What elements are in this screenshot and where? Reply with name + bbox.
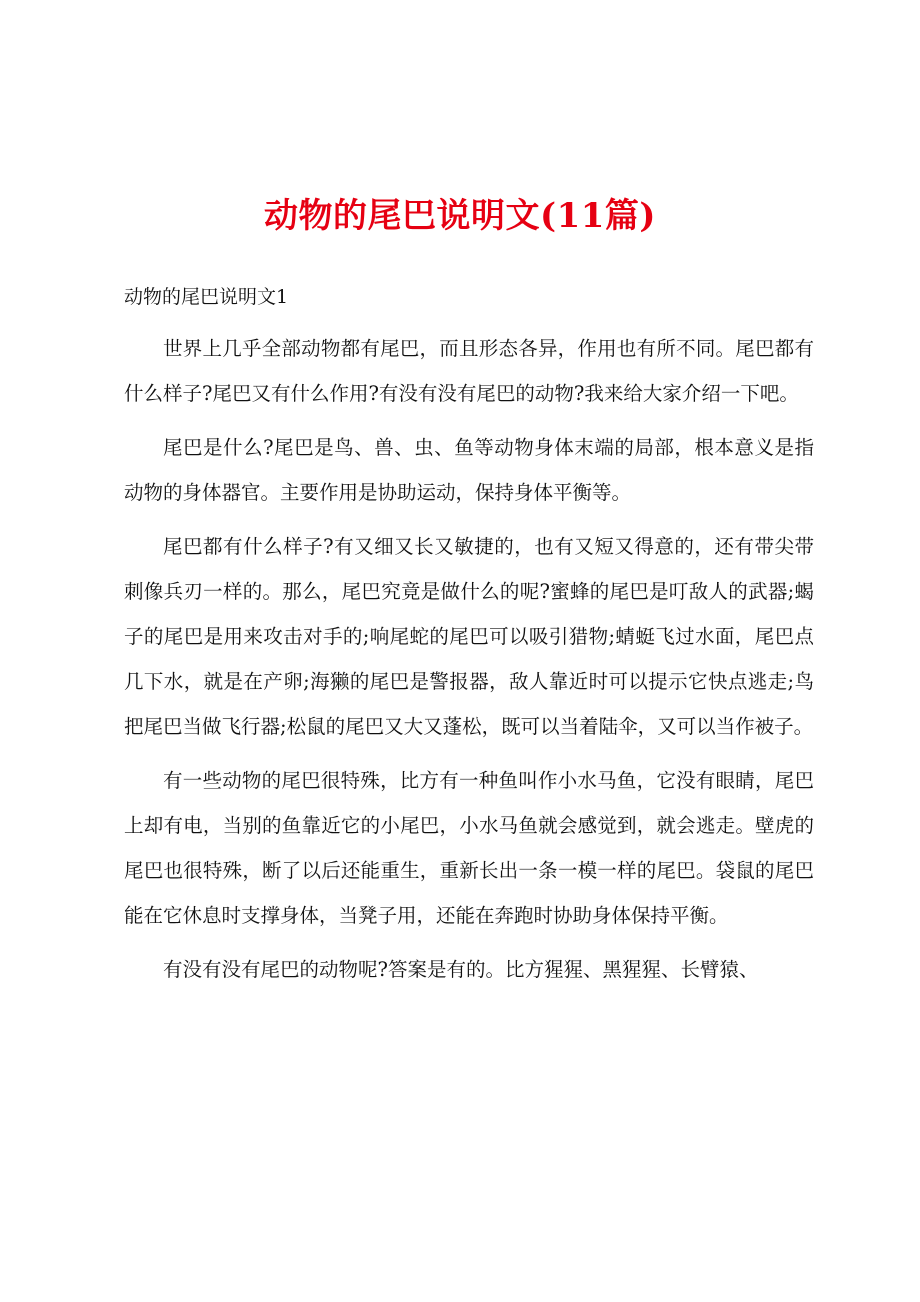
paragraph-5: 有没有没有尾巴的动物呢?答案是有的。比方猩猩、黑猩猩、长臂猿、 [163, 958, 759, 981]
paragraph-1: 世界上几乎全部动物都有尾巴，而且形态各异，作用也有所不同。尾巴都有什么样子?尾巴又有什么作用?有没有没有尾巴的动物?我来给大家介绍一下吧。 [124, 337, 814, 405]
paragraph-4: 有一些动物的尾巴很特殊，比方有一种鱼叫作小水马鱼，它没有眼睛，尾巴上却有电，当别的鱼靠近它的小尾巴，小水马鱼就会感觉到，就会逃走。壁虎的尾巴也很特殊，断了以后还能重生，重新长出一条一模一样的尾巴。袋鼠的尾巴能在它休息时支撑身体，当凳子用，还能在奔跑时协助身体保持平衡。 [124, 769, 814, 927]
document-title: 动物的尾巴说明文(11篇) [264, 196, 656, 236]
document-body [124, 326, 814, 1001]
paragraph-3: 尾巴都有什么样子?有又细又长又敏捷的，也有又短又得意的，还有带尖带刺像兵刃一样的。那么，尾巴究竟是做什么的呢?蜜蜂的尾巴是叮敌人的武器;蝎子的尾巴是用来攻击对手的;响尾蛇的尾巴可以吸引猎物;蜻蜓飞过水面，尾巴点几下水，就是在产卵;海獭的尾巴是警报器，敌人靠近时可以提示它快点逃走;鸟把尾巴当做飞行器;松鼠的尾巴又大又蓬松，既可以当着陆伞，又可以当作被子。 [124, 535, 814, 738]
paragraph-2: 尾巴是什么?尾巴是鸟、兽、虫、鱼等动物身体末端的局部，根本意义是指动物的身体器官。主要作用是协助运动，保持身体平衡等。 [124, 436, 814, 504]
section-heading: 动物的尾巴说明文1 [124, 286, 289, 308]
